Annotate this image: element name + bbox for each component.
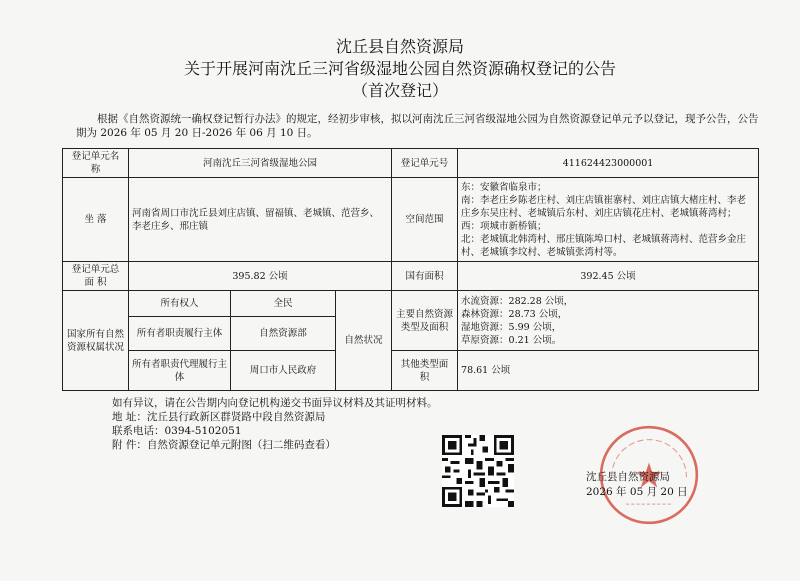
resource-list [458,291,759,351]
resource-wetland: 湿地资源：5.99 公顷， [461,321,562,333]
notice-subtitle: （首次登记） [351,81,448,100]
other-area-value: 78.61 公顷 [458,351,759,391]
space-west: 西：项城市新桥镇； [461,220,547,232]
agent-label: 所有者职责履行主体 [129,317,231,351]
phone-label: 联系电话： [112,425,165,437]
owner-value: 全民 [231,291,336,317]
qr-code-icon[interactable] [442,435,514,507]
resource-type-label: 主要自然资源类型及面积 [392,291,458,351]
unit-no-value: 411624423000001 [458,149,759,178]
objection-note: 如有异议，请在公告期内向登记机构递交书面异议材料及其证明材料。 [112,397,438,409]
unit-name-value: 河南沈丘三河省级湿地公园 [129,149,392,178]
other-area-label: 其他类型面 积 [392,351,458,391]
rights-status-label: 国家所有自然资源权属状况 [63,291,129,391]
phone-value: 0394-5102051 [164,425,242,437]
registration-table [62,148,759,391]
agent-value: 自然资源部 [231,317,336,351]
attachment-label: 附 件： [112,439,147,451]
address-label: 地 址： [112,411,147,423]
phone-line [112,424,242,438]
notice-org-title: 沈丘县自然资源局 [335,37,464,56]
resource-water: 水流资源：282.28 公顷， [461,295,574,307]
attachment-value: 自然资源登记单元附图（扫二维码查看） [146,439,336,451]
signature-org: 沈丘县自然资源局 [586,471,670,483]
space-north: 北：老城镇北韩湾村、邢庄镇陈埠口村、老城镇蒋湾村、范营乡金庄村、老城镇李坟村、老城镇张湾村等。 [461,233,747,258]
state-area-label: 国有面积 [392,262,458,291]
resource-grassland: 草原资源：0.21 公顷。 [461,334,562,346]
location-label: 坐 落 [63,178,129,262]
space-south: 南：李老庄乡陈老庄村、刘庄店镇崔寨村、刘庄店镇大楮庄村、李老庄乡东吴庄村、老城镇后东村、刘庄店镇花庄村、老城镇蒋湾村； [461,194,747,219]
address-value: 沈丘县行政新区群贤路中段自然资源局 [146,411,326,423]
total-area-value: 395.82 公顷 [129,262,392,291]
space-range-label: 空间范围 [392,178,458,262]
space-east: 东：安徽省临泉市； [461,181,547,193]
unit-name-label: 登记单元名 称 [63,149,129,178]
intro-paragraph: 根据《自然资源统一确权登记暂行办法》的规定，经初步审核，拟以河南沈丘三河省级湿地公园为自然资源登记单元予以登记，现予公告，公告期为 2026 年 05 月 20 日-2026 年 06 月 10 日。 [76,113,759,139]
address-line [112,410,325,424]
proxy-value: 周口市人民政府 [231,351,336,391]
owner-label: 所有权人 [129,291,231,317]
space-range-value [458,178,759,262]
notice-main-title: 关于开展河南沈丘三河省级湿地公园自然资源确权登记的公告 [183,59,616,78]
state-area-value: 392.45 公顷 [458,262,759,291]
unit-no-label: 登记单元号 [392,149,458,178]
signature-date: 2026 年 05 月 20 日 [586,486,688,498]
natural-status-label: 自然状况 [336,291,392,391]
total-area-label: 登记单元总 面 积 [63,262,129,291]
proxy-label: 所有者职责代理履行主体 [129,351,231,391]
resource-forest: 森林资源：28.73 公顷， [461,308,568,320]
location-value: 河南省周口市沈丘县刘庄店镇、留福镇、老城镇、范营乡、李老庄乡、邢庄镇 [129,178,392,262]
attachment-line [112,438,336,452]
